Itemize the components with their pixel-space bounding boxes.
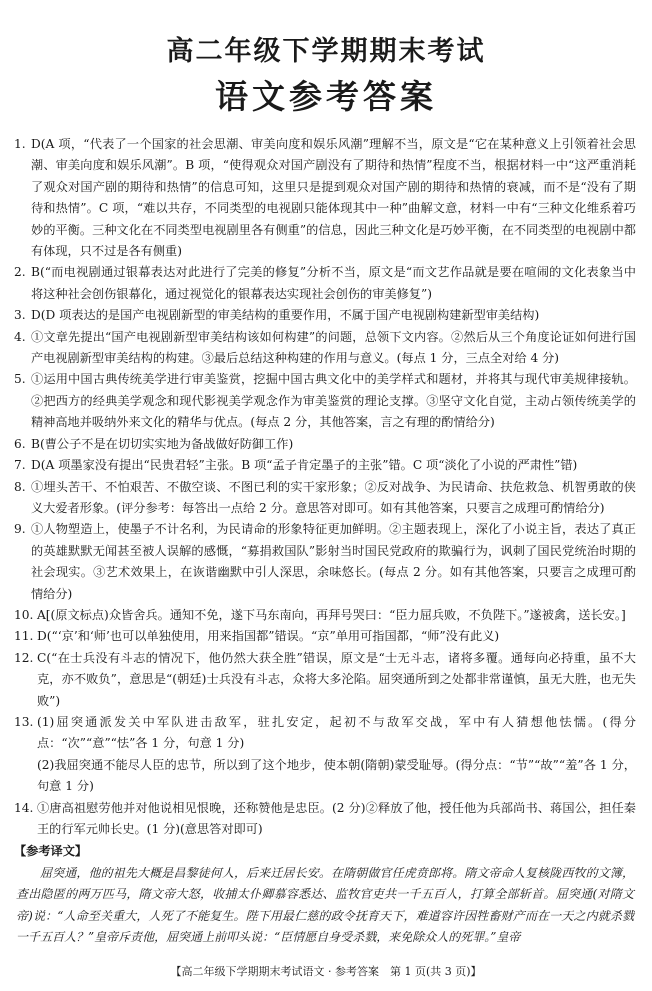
answer-text: D(D 项表达的是国产电视剧新型的审美结构的重要作用，不属于国产电视剧构建新型审美结构) (31, 308, 540, 323)
answer-number: 14. (14, 800, 34, 815)
answer-item (14, 798, 636, 841)
translation-heading: 【参考译文】 (14, 844, 88, 859)
answer-number: 7. (14, 458, 26, 473)
answer-number: 5. (14, 372, 26, 387)
answer-item (14, 455, 636, 476)
answer-number: 2. (14, 265, 26, 280)
answer-text: C(“在士兵没有斗志的情况下，他仍然大获全胜”错误，原文是“士无斗志，诸将多覆。通每向必持重，虽不大克，亦不败负”，意思是“(朝廷)士兵没有斗志，众将大多沦陷。屈突通所到之处都非常谨慎，虽无大胜，也无失败”) (37, 650, 636, 708)
answer-text: ①人物塑造上，使墨子不计名利，为民请命的形象特征更加鲜明。②主题表现上，深化了小说主旨，表达了真正的英雄默默无闻甚至被人误解的感慨，“募捐救国队”影射当时国民党政府的欺骗行为，讽刺了国民党统治时期的社会现实。③艺术效果上，在诙谐幽默中引人深思，余味悠长。(每点 2 分。如有其他答案，只要言之成理可酌情给分) (31, 522, 636, 601)
page-title: 高二年级下学期期末考试 (166, 36, 486, 67)
answer-text: (2)我屈突通不能尽人臣的忠节，所以到了这个地步，使本朝(隋朝)蒙受耻辱。(得分点：“节”“故”“羞”各 1 分，句意 1 分) (37, 757, 636, 794)
answer-number: 6. (14, 436, 26, 451)
answer-item (14, 434, 636, 455)
answer-number: 9. (14, 522, 26, 537)
answers-content (14, 134, 636, 948)
answer-number: 13. (14, 714, 34, 729)
answer-text: D(A 项，“代表了一个国家的社会思潮、审美向度和娱乐风潮”理解不当，原文是“它在某种意义上引领着社会思潮、审美向度和娱乐风潮”。B 项，“使得观众对国产剧没有了期待和热情”程度不当，根据材料一中“这严重消耗了观众对国产剧的期待和热情”的信息可知，这里只是提到观众对国产剧的期待和热情的衰减，而不是“没有了期待和热情”。C 项，“难以共存，不同类型的电视剧只能体现其中一种”曲解文意，材料一中有“三种文化维系着巧妙的平衡。三种文化在不同类型电视剧里各有侧重”的信息，因此三种文化是巧妙平衡，在不同类型的电视剧中都有体现，只不过是各有侧重) (31, 137, 636, 259)
answer-text: D(“‘京’和‘师’也可以单独使用，用来指国都”错误。“京”单用可指国都，“师”没有此义) (37, 629, 500, 644)
answer-item (14, 477, 636, 520)
answer-text: D(A 项墨家没有提出“民贵君轻”主张。B 项“孟子肯定墨子的主张”错。C 项“淡化了小说的严肃性”错) (31, 458, 578, 473)
answer-number: 4. (14, 329, 26, 344)
answer-item (14, 134, 636, 262)
answer-text: ①埋头苦干、不怕艰苦、不傲空谈、不图已利的实干家形象；②反对战争、为民请命、扶危救急、机智勇敢的侠义大爱者形象。(评分参考：每答出一点给 2 分。意思答对即可。如有其他答案，只要言之成理可酌情给分) (31, 479, 636, 515)
answer-text: B(曹公子不是在切切实实地为备战做好防御工作) (31, 436, 294, 451)
answer-item (14, 262, 636, 305)
answer-text: ①文章先提出“国产电视剧新型审美结构该如何构建”的问题，总领下文内容。②然后从三个角度论证如何进行国产电视剧新型审美结构的构建。③最后总结这种构建的作用与意义。(每点 1 分，三点全对给 4 分) (31, 329, 636, 366)
answer-text: ①运用中国古典传统美学进行审美鉴赏，挖掘中国古典文化中的美学样式和题材，并将其与现代审美规律接轨。②把西方的经典美学观念和现代影视美学观念作为审美鉴赏的理论支撑。③坚守文化自觉，主动占领传统美学的精神高地并吸纳外来文化的精华与优点。(每点 2 分，其他答案，言之有理的酌情给分) (31, 372, 636, 430)
answer-item (14, 626, 636, 647)
page-footer: 【高二年级下学期期末考试语文 · 参考答案 第 1 页(共 3 页)】 (170, 965, 482, 978)
answer-number: 10. (14, 607, 34, 622)
answer-item (14, 648, 636, 712)
answer-item (14, 369, 636, 433)
answer-number: 11. (14, 629, 34, 644)
answer-item (14, 327, 636, 370)
answer-number: 8. (14, 479, 26, 494)
translation-text: 屈突通，他的祖先大概是昌黎徒何人，后来迁居长安。在隋朝做官任虎贲郎将。隋文帝命人复核陇西牧的文簿，查出隐匿的两万匹马，隋文帝大怒，收捕太仆卿慕容悉达、监牧官吏共一千五百人，打算全部斩首。屈突通(对隋文帝)说：“人命至关重大，人死了不能复生。陛下用最仁慈的政令抚育天下，难道容许因牲畜财产而在一天之内就杀戮一千五百人？”皇帝斥责他，屈突通上前叩头说：“臣情愿自身受杀戮，来免除众人的死罪。”皇帝 (16, 865, 634, 945)
answer-number: 12. (14, 650, 34, 665)
answer-item (14, 755, 636, 798)
page-subtitle: 语文参考答案 (215, 77, 437, 116)
answer-number: 1. (14, 137, 26, 151)
answer-text: B(“而电视剧通过银幕表达对此进行了完美的修复”分析不当，原文是“而文艺作品就是要在喧闹的文化表象当中将这种社会创伤银幕化，通过视觉化的银幕表达实现社会创伤的审美修复”) (31, 265, 636, 301)
answer-text: A[(原文标点)众皆舍兵。通知不免，遂下马东南向，再拜号哭曰：“臣力屈兵败，不负陛下。”遂被禽，送长安。] (37, 607, 626, 622)
answer-item (14, 605, 636, 626)
answer-text: ①唐高祖慰劳他并对他说相见恨晚，还称赞他是忠臣。(2 分)②释放了他，授任他为兵部尚书、蒋国公，担任秦王的行军元帅长史。(1 分)(意思答对即可) (37, 800, 636, 836)
answer-item (14, 305, 636, 326)
answer-text: (1)屈突通派发关中军队进击敌军，驻扎安定，起初不与敌军交战，军中有人猜想他怯懦。(得分点：“次”“意”“怯”各 1 分，句意 1 分) (37, 714, 636, 751)
answer-item (14, 519, 636, 605)
answer-number: 3. (14, 308, 26, 323)
answer-item (14, 712, 636, 755)
